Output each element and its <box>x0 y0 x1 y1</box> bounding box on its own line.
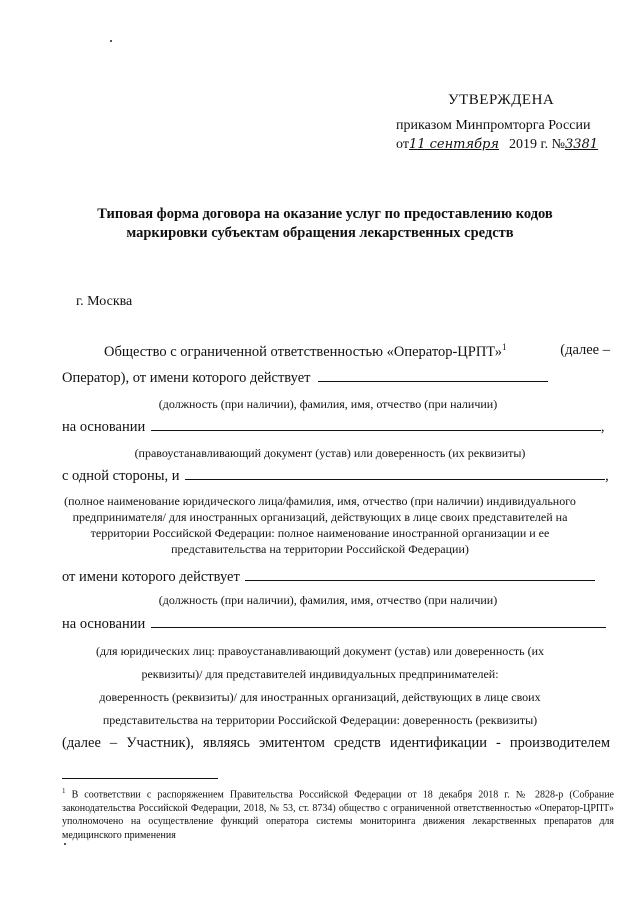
approval-order: приказом Минпромторга России <box>396 118 591 133</box>
city: г. Москва <box>76 294 133 309</box>
document-title-line2: маркировки субъектам обращения лекарственных средств <box>126 225 514 241</box>
footnote-marker: 1 <box>502 342 507 352</box>
basis-label: на основании <box>62 419 146 435</box>
one-side-line: с одной стороны, и , <box>62 468 609 484</box>
party1-line1 <box>104 342 610 361</box>
footnote-text: В соответствии с распоряжением Правительства Российской Федерации от 18 декабря 2018 г. № 2828-р (Собрание законодательства Российской Федерации, 2018, № 53, ст. 8734) общество с ограниченной ответственностью «Оператор-ЦРПТ» уполномочено на осуществление функций оператора системы мониторинга движения лекарственных препаратов для медицинского применения <box>62 789 614 841</box>
participant-alias-line: (далее – Участник), являясь эмитентом средств идентификации - производителем <box>62 735 610 751</box>
basis-label-2: на основании <box>62 616 146 632</box>
caption-participant-name: (полное наименование юридического лица/фамилия, имя, отчество (при наличии) индивидуального предпринимателя/ для иностранных организаций, действующих в лице своих представителей на территории Российской Федерации: полное наименование иностранной организации и ее представительства на территории Российской Федерации) <box>64 494 576 556</box>
document-title-line1: Типовая форма договора на оказание услуг по предоставлению кодов <box>97 206 553 222</box>
operator-representative-blank <box>318 369 548 382</box>
approved-heading: УТВЕРЖДЕНА <box>448 92 555 108</box>
participant-acting-label: от имени которого действует <box>62 569 240 585</box>
caption-basis-document: (правоустанавливающий документ (устав) или доверенность (их реквизиты) <box>134 446 526 460</box>
date-prefix: от <box>396 137 409 152</box>
approval-date-line <box>396 137 601 153</box>
operator-basis-line: на основании , <box>62 419 605 435</box>
operator-basis-blank <box>151 418 601 431</box>
operator-alias-start: (далее – <box>560 342 610 358</box>
handwritten-date: 11 сентября <box>408 137 499 152</box>
participant-basis-blank <box>151 615 606 628</box>
one-side-label: с одной стороны, и <box>62 468 180 484</box>
footnote-number: 1 <box>62 787 66 795</box>
operator-name: Общество с ограниченной ответственностью «Оператор-ЦРПТ»$^1$ <box>104 342 507 360</box>
party1-line2 <box>62 369 548 387</box>
participant-representative-blank <box>245 568 595 581</box>
participant-acting-line <box>62 568 595 586</box>
scan-speck <box>110 40 112 42</box>
scan-speck <box>64 843 66 845</box>
participant-basis-line <box>62 615 606 633</box>
footnote <box>62 785 614 842</box>
footnote-separator <box>62 778 218 779</box>
handwritten-order-number: 3381 <box>564 137 599 152</box>
caption-participant-basis: (для юридических лиц: правоустанавливающий документ (устав) или доверенность (их реквизиты)/ для представителей индивидуальных предпринимателей: доверенность (реквизиты)/ для иностранных организаций, действующих в лице своих представительства на территории Российской Федерации: доверенность (реквизиты) <box>95 644 545 727</box>
caption-position-name: (должность (при наличии), фамилия, имя, отчество (при наличии) <box>158 397 498 411</box>
year-number-label: 2019 г. № <box>508 137 565 152</box>
operator-acting-label: Оператор), от имени которого действует <box>62 370 311 386</box>
caption-position-name-2: (должность (при наличии), фамилия, имя, отчество (при наличии) <box>158 593 498 607</box>
participant-name-blank <box>185 467 605 480</box>
